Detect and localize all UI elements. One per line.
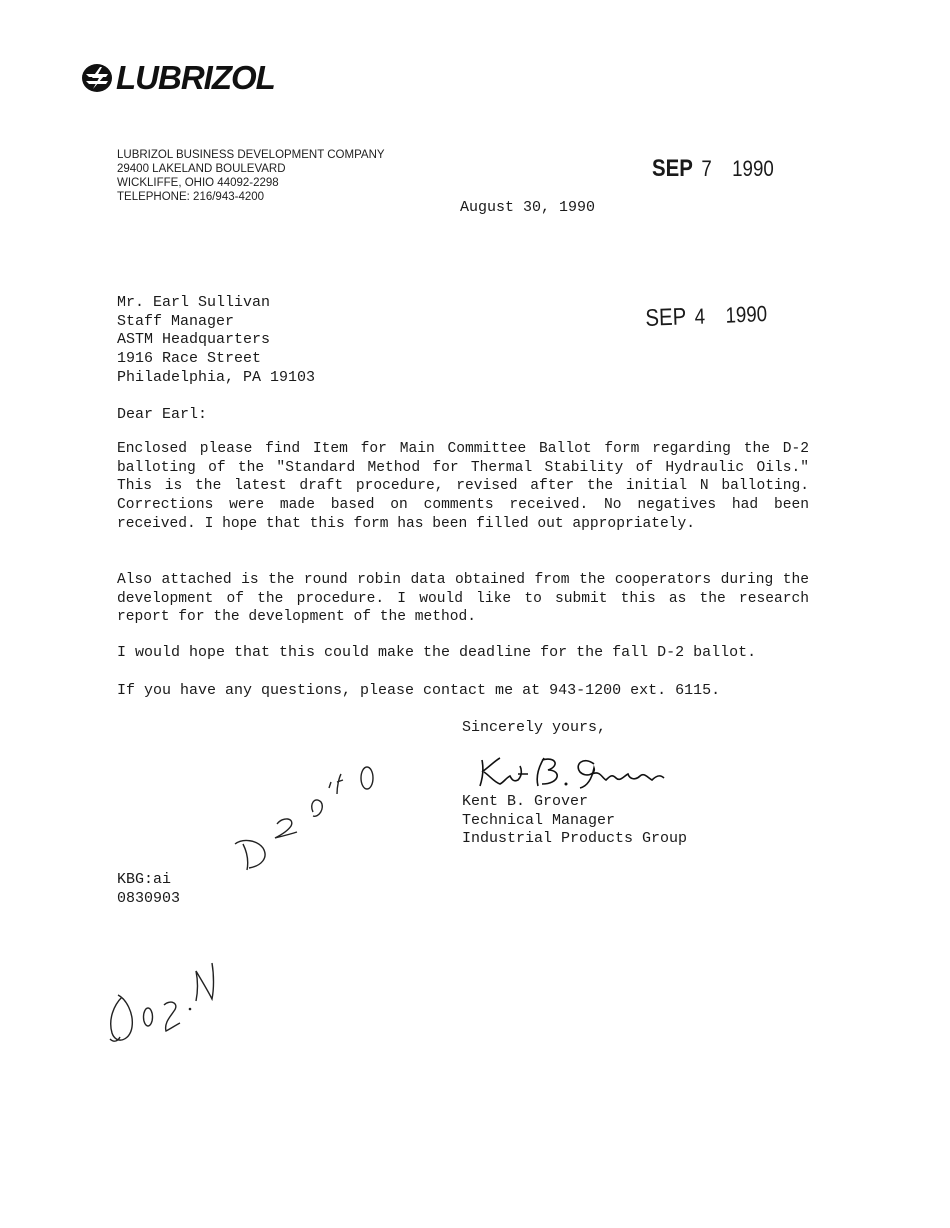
body-paragraph: I would hope that this could make the deadline for the fall D-2 ballot. bbox=[117, 644, 757, 661]
handwritten-signature bbox=[476, 752, 676, 792]
company-telephone: TELEPHONE: 216/943-4200 bbox=[117, 191, 265, 203]
body-paragraph: Also attached is the round robin data obtained from the cooperators during the development of the procedure. I would like to submit this as the research report for the development of the method. bbox=[117, 572, 809, 626]
recipient-street: 1916 Race Street bbox=[117, 350, 262, 368]
stamp-year: 1990 bbox=[725, 301, 768, 328]
signer-group: Industrial Products Group bbox=[462, 830, 688, 848]
letter-date: August 30, 1990 bbox=[460, 199, 596, 216]
signer-name: Kent B. Grover bbox=[462, 793, 589, 810]
recipient-name: Mr. Earl Sullivan bbox=[117, 294, 271, 311]
stamp-year: 1990 bbox=[732, 156, 774, 181]
recipient-title: Staff Manager bbox=[117, 312, 235, 330]
reference-block bbox=[117, 871, 180, 908]
handwritten-note bbox=[100, 955, 230, 1055]
company-name: LUBRIZOL BUSINESS DEVELOPMENT COMPANY bbox=[117, 149, 385, 161]
recipient-organization: ASTM Headquarters bbox=[117, 331, 271, 349]
closing: Sincerely yours, bbox=[462, 719, 607, 736]
company-street: 29400 LAKELAND BOULEVARD bbox=[117, 163, 286, 175]
reference-initials: KBG:ai bbox=[117, 871, 172, 888]
lubrizol-emblem-icon bbox=[80, 61, 114, 95]
received-date-stamp bbox=[645, 300, 768, 333]
signer-title: Technical Manager bbox=[462, 811, 616, 829]
logo-wordmark: LUBRIZOL bbox=[116, 59, 275, 96]
handwritten-note bbox=[225, 760, 385, 875]
body-paragraph: Enclosed please find Item for Main Committee Ballot form regarding the D-2 balloting of the "Standard Method for Thermal Stability of Hydraulic Oils." This is the latest draft procedure, revised after the initial N balloting. Corrections were made based on comments received. No negatives had been received. I hope that this form has been filled out appropriately. bbox=[117, 441, 809, 532]
reference-code: 0830903 bbox=[117, 889, 181, 907]
company-logo bbox=[80, 60, 275, 96]
stamp-day: 7 bbox=[701, 156, 712, 181]
received-date-stamp bbox=[652, 155, 774, 183]
company-city: WICKLIFFE, OHIO 44092-2298 bbox=[117, 177, 279, 189]
company-address-block bbox=[117, 148, 385, 204]
body-paragraph: If you have any questions, please contact me at 943-1200 ext. 6115. bbox=[117, 682, 721, 699]
stamp-month: SEP bbox=[645, 303, 687, 332]
recipient-city: Philadelphia, PA 19103 bbox=[117, 368, 316, 386]
recipient-address bbox=[117, 294, 315, 388]
signer-block bbox=[462, 793, 687, 849]
salutation: Dear Earl: bbox=[117, 406, 208, 423]
stamp-month: SEP bbox=[652, 155, 693, 182]
stamp-day: 4 bbox=[694, 303, 706, 329]
